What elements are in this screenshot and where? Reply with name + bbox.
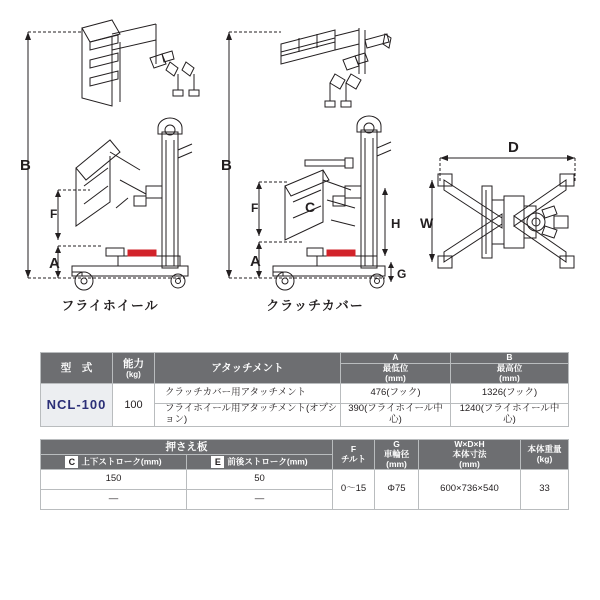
table-header-row — [41, 353, 569, 364]
th-weight-line2: (kg) — [536, 453, 553, 464]
label-F: F — [251, 201, 259, 215]
table-row — [41, 470, 569, 490]
cell-a-2: 390(フライホイール中心) — [341, 404, 451, 427]
cell-attachment-1: クラッチカバー用アタッチメント — [155, 384, 341, 404]
spec-table-main — [40, 352, 569, 427]
label-B: B — [20, 157, 31, 174]
cell-attachment-2: フライホイール用アタッチメント(オプション) — [155, 404, 341, 427]
figure-flywheel — [10, 0, 210, 330]
cell-stroke-fb-2: — — [187, 490, 333, 510]
label-B: B — [221, 157, 232, 174]
label-A: A — [49, 255, 60, 272]
th-weight — [521, 440, 569, 470]
th-stroke-fb-letter: E — [211, 456, 224, 468]
th-model: 型 式 — [41, 353, 113, 384]
th-attachment: アタッチメント — [155, 353, 341, 384]
figure-clutch-cover — [215, 0, 415, 330]
th-a-sub — [341, 363, 451, 384]
th-b-line1: 最高位 — [496, 362, 523, 373]
cell-model: NCL-100 — [41, 384, 113, 427]
th-wheel — [375, 440, 419, 470]
flywheel-drawing — [10, 0, 210, 300]
th-a-letter: A — [341, 353, 451, 364]
th-tilt-line1: チルト — [340, 453, 367, 464]
cell-tilt: 0～15 — [333, 470, 375, 510]
figure-caption-clutch-cover: クラッチカバー — [266, 298, 364, 313]
th-stroke-ud-label: 上下ストローク(mm) — [81, 456, 162, 467]
th-tilt-letter: F — [350, 444, 357, 455]
th-dim-line3: (mm) — [459, 458, 480, 469]
th-tilt — [333, 440, 375, 470]
cell-capacity: 100 — [113, 384, 155, 427]
cell-b-2: 1240(フライホイール中心) — [451, 404, 569, 427]
th-stroke-fb — [187, 455, 333, 470]
th-dim-line1: W×D×H — [454, 439, 485, 450]
table-row — [41, 384, 569, 404]
th-stroke-ud-letter: C — [65, 456, 78, 468]
th-a-line2: (mm) — [385, 372, 406, 383]
cell-stroke-ud-2: — — [41, 490, 187, 510]
th-wheel-letter: G — [393, 439, 400, 450]
cell-weight: 33 — [521, 470, 569, 510]
th-capacity-line1: 能力 — [123, 357, 144, 370]
th-wheel-line1: 車輪径 — [383, 448, 410, 459]
th-a-line1: 最低位 — [382, 362, 409, 373]
label-C: C — [305, 199, 316, 215]
th-dim-line2: 本体寸法 — [452, 448, 487, 459]
th-capacity-line2: (kg) — [126, 369, 141, 379]
spec-tables — [40, 352, 568, 510]
th-b-sub — [451, 363, 569, 384]
label-H: H — [391, 216, 401, 231]
th-dimensions — [419, 440, 521, 470]
label-F: F — [50, 207, 58, 221]
th-stroke-ud — [41, 455, 187, 470]
th-stroke-fb-label: 前後ストローク(mm) — [227, 456, 308, 467]
cell-stroke-ud-1: 150 — [41, 470, 187, 490]
label-A: A — [250, 253, 261, 270]
label-G: G — [397, 267, 407, 281]
th-wheel-line2: (mm) — [386, 458, 407, 469]
cell-dimensions: 600×736×540 — [419, 470, 521, 510]
figure-caption-flywheel: フライホイール — [61, 298, 159, 313]
figure-top-view — [420, 0, 595, 330]
cell-stroke-fb-1: 50 — [187, 470, 333, 490]
top-view-drawing — [420, 0, 595, 300]
table2-header-row — [41, 440, 569, 455]
label-W: W — [420, 215, 434, 231]
cell-wheel: Φ75 — [375, 470, 419, 510]
label-D: D — [508, 139, 519, 156]
th-capacity — [113, 353, 155, 384]
th-b-line2: (mm) — [499, 372, 520, 383]
th-weight-line1: 本体重量 — [527, 444, 562, 455]
th-b-letter: B — [451, 353, 569, 364]
cell-b-1: 1326(フック) — [451, 384, 569, 404]
cell-a-1: 476(フック) — [341, 384, 451, 404]
clutch-cover-drawing — [215, 0, 415, 300]
th-plate: 押さえ板 — [41, 440, 333, 455]
spec-table-secondary — [40, 439, 569, 510]
